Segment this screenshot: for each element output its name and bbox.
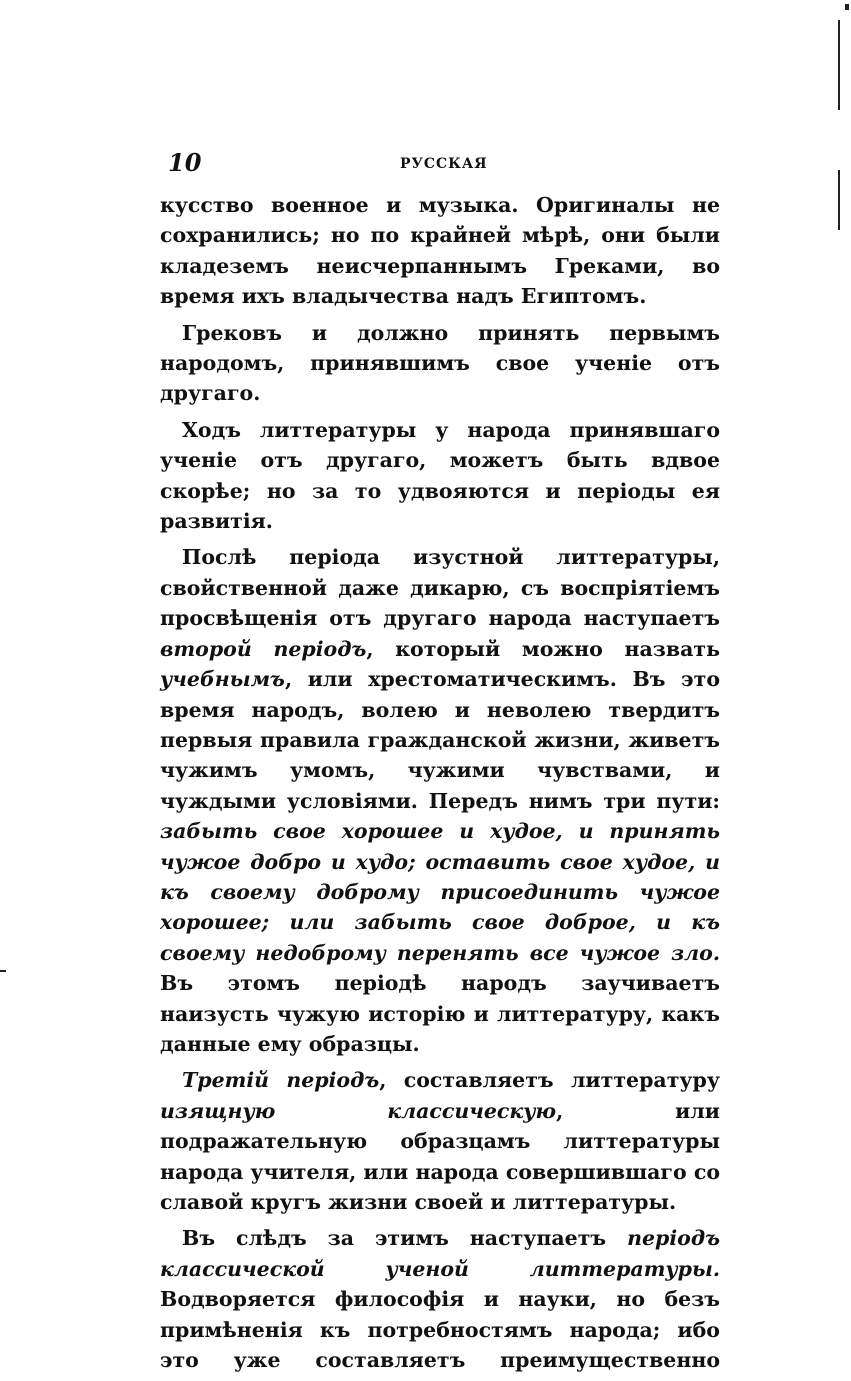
text-run: , или хрестоматическимъ. Въ это время народъ, волею и неволею твердитъ первыя правила гражданской жизни, живетъ чужимъ умомъ, чужими чувствами, и чуждыми условіями. Передъ нимъ три пути: [160,667,720,813]
italic-text: Третій періодъ [182,1068,380,1093]
scan-edge-line [838,170,840,230]
paragraph [160,318,720,409]
paragraph [160,542,720,1059]
italic-text: забыть свое хорошее и худое, и принять чужое добро и худо; оставить свое худое, и къ своему доброму присоединить чужое хорошее; или забыть свое доброе, и къ своему недоброму перенять все чужое зло. [160,819,720,965]
page-header [168,148,528,178]
scan-edge-line [838,20,840,110]
scan-speck [0,970,6,972]
running-title: РУССКАЯ [400,156,488,172]
text-run: , который можно назвать [366,636,720,661]
scan-speck [845,4,849,10]
text-run: кусство военное и музыка. Оригиналы не сохранились; но по крайней мѣрѣ, они были кладеземъ неисчерпаннымъ Греками, во время ихъ владычества надъ Египтомъ. [160,193,720,309]
page-number: 10 [168,148,202,177]
text-run: Водворяется философія и науки, но безъ примѣненія къ потребностямъ народа; ибо это уже составляетъ преимущественно [160,1287,720,1373]
italic-text: изящную классическую [160,1098,557,1123]
paragraph [160,190,720,312]
paragraph [160,1065,720,1217]
text-run: Ходъ литтературы у народа принявшаго ученіе отъ другаго, можетъ быть вдвое скорѣе; но за то удвояются и періоды ея развитія. [160,417,720,534]
text-run: , составляетъ литтературу [379,1068,720,1093]
page-body [160,190,720,1381]
text-run: Въ слѣдъ за этимъ наступаетъ [182,1226,628,1251]
text-run: Грековъ и должно принять первымъ народомъ, принявшимъ свое ученіе отъ другаго. [160,320,720,406]
text-run: , или подражательную образцамъ литтературы народа учителя, или народа совершившаго со славой кругъ жизни своей и литтературы. [160,1098,720,1214]
text-run: Послѣ періода изустной литтературы, свойственной даже дикарю, съ воспріятіемъ просвѣщенія отъ другаго народа наступаетъ [160,545,720,631]
italic-text: второй періодъ [160,636,367,661]
text-run: Въ этомъ періодѣ народъ заучиваетъ наизусть чужую исторію и литтературу, какъ данные ему образцы. [160,971,720,1056]
paragraph [160,415,720,537]
italic-text: учебнымъ [160,667,285,692]
italic-text: періодъ классической ученой литтературы. [160,1226,720,1281]
